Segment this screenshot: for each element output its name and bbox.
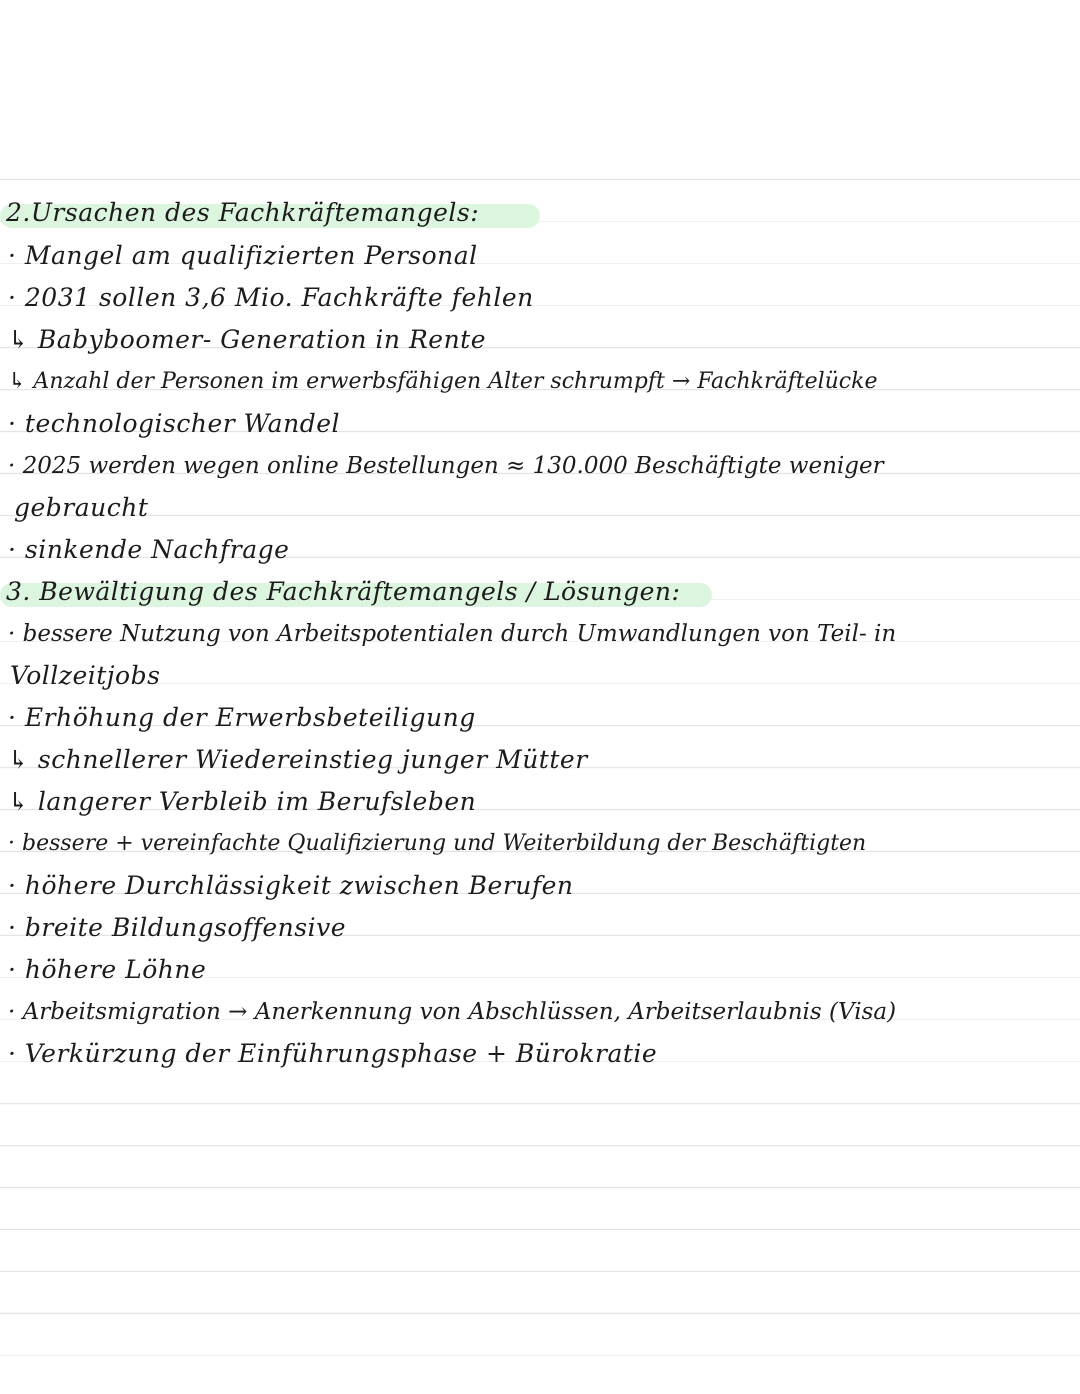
note-line: ↳ Anzahl der Personen im erwerbsfähigen Alter schrumpft → Fachkräftelücke <box>8 369 878 394</box>
note-line: · 2031 sollen 3,6 Mio. Fachkräfte fehlen <box>8 283 534 312</box>
section-2-heading <box>0 192 560 234</box>
note-line: · Verkürzung der Einführungsphase + Bürokratie <box>8 1039 658 1068</box>
note-line: · höhere Durchlässigkeit zwischen Berufen <box>8 871 574 900</box>
note-line: gebraucht <box>14 493 149 522</box>
note-line: · Erhöhung der Erwerbsbeteiligung <box>8 703 476 732</box>
note-line: ↳ langerer Verbleib im Berufsleben <box>8 787 477 816</box>
section-3-heading <box>0 571 720 613</box>
page-top-margin <box>0 0 1080 138</box>
note-line: · sinkende Nachfrage <box>8 535 290 564</box>
note-line: · höhere Löhne <box>8 955 207 984</box>
note-line: · bessere Nutzung von Arbeitspotentialen durch Umwandlungen von Teil- in <box>8 621 897 647</box>
section-3-heading-text: 3. Bewältigung des Fachkräftemangels / Lösungen: <box>6 577 681 606</box>
note-line: Vollzeitjobs <box>10 661 161 690</box>
note-line: · technologischer Wandel <box>8 409 340 438</box>
section-2-heading-text: 2.Ursachen des Fachkräftemangels: <box>6 198 480 227</box>
note-line: ↳ schnellerer Wiedereinstieg junger Mütter <box>8 745 588 774</box>
note-line: ↳ Babyboomer- Generation in Rente <box>8 325 487 354</box>
note-line: · Arbeitsmigration → Anerkennung von Abschlüssen, Arbeitserlaubnis (Visa) <box>8 999 897 1025</box>
note-line: · Mangel am qualifizierten Personal <box>8 241 478 270</box>
note-line: · 2025 werden wegen online Bestellungen ≈ 130.000 Beschäftigte weniger <box>8 453 884 479</box>
note-line: · bessere + vereinfachte Qualifizierung und Weiterbildung der Beschäftigten <box>8 831 867 856</box>
note-line: · breite Bildungsoffensive <box>8 913 347 942</box>
